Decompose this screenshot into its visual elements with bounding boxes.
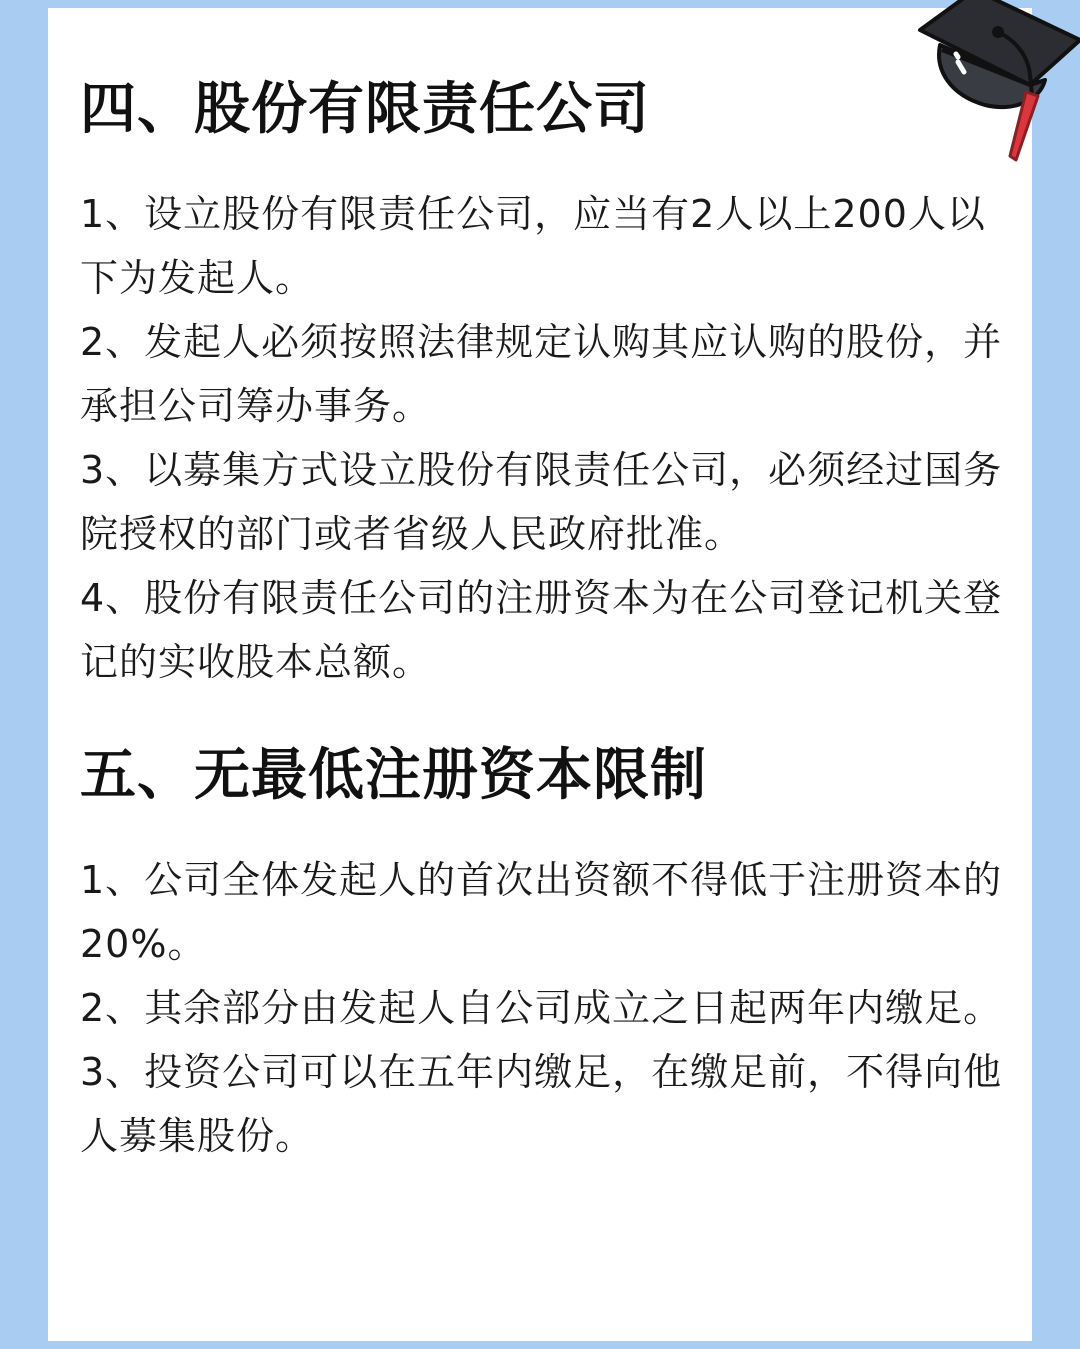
article-content [80,72,1010,1168]
list-item: 2、其余部分由发起人自公司成立之日起两年内缴足。 [80,986,1003,1030]
list-item: 4、股份有限责任公司的注册资本为在公司登记机关登记的实收股本总额。 [80,576,1003,684]
list-item: 3、投资公司可以在五年内缴足，在缴足前，不得向他人募集股份。 [80,1050,1003,1158]
list-item: 2、发起人必须按照法律规定认购其应认购的股份，并承担公司筹办事务。 [80,320,1003,428]
section-5-title: 五、无最低注册资本限制 [80,743,707,808]
section-4-title: 四、股份有限责任公司 [80,77,650,142]
section-4-list [80,182,1010,694]
list-item: 3、以募集方式设立股份有限责任公司，必须经过国务院授权的部门或者省级人民政府批准。 [80,448,1003,556]
list-item: 1、设立股份有限责任公司，应当有2人以上200人以下为发起人。 [80,192,986,300]
list-item: 1、公司全体发起人的首次出资额不得低于注册资本的20%。 [80,858,1003,966]
section-5-list [80,848,1010,1168]
